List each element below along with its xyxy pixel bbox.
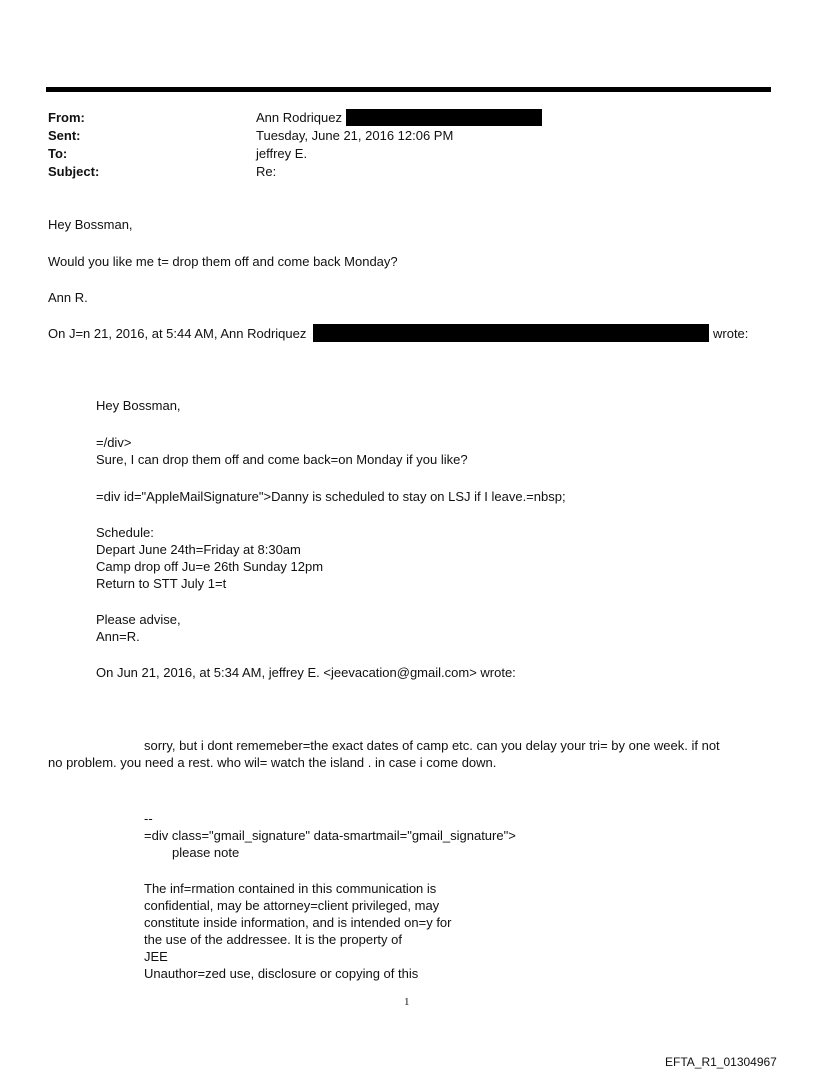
from-row: [48, 109, 748, 127]
quoted2-line2: no problem. you need a rest. who wil= watch the island . in case i come down.: [48, 755, 497, 770]
redaction-block: [313, 324, 709, 342]
reply-on-line-suffix: wrote:: [713, 326, 749, 341]
disclaimer-line-6: Unauthor=zed use, disclosure or copying of this: [144, 966, 419, 981]
from-value: Ann Rodriquez: [256, 110, 342, 125]
quoted1-signature-div: =div id="AppleMailSignature">Danny is scheduled to stay on LSJ if I leave.=nbsp;: [96, 489, 566, 504]
subject-label: Subject:: [48, 164, 100, 179]
subject-value: Re:: [256, 164, 277, 179]
quoted1-greeting: Hey Bossman,: [96, 398, 181, 413]
subject-row: [48, 163, 748, 181]
signature-dashes: --: [144, 811, 153, 826]
sent-label: Sent:: [48, 128, 81, 143]
disclaimer-line-3: constitute inside information, and is intended on=y for: [144, 915, 452, 930]
signature-gmail-div: =div class="gmail_signature" data-smartmail="gmail_signature">: [144, 828, 516, 843]
quoted1-on-line: On Jun 21, 2016, at 5:34 AM, jeffrey E. <jeevacation@gmail.com> wrote:: [96, 665, 516, 680]
disclaimer-line-2: confidential, may be attorney=client privileged, may: [144, 898, 440, 913]
schedule-title: Schedule:: [96, 525, 154, 540]
from-label: From:: [48, 110, 85, 125]
redaction-block: [346, 109, 542, 126]
quoted2-line1: sorry, but i dont rememeber=the exact dates of camp etc. can you delay your tri= by one week. if not: [144, 738, 720, 753]
signature-please-note: please note: [172, 845, 240, 860]
to-row: [48, 145, 748, 163]
disclaimer-line-4: the use of the addressee. It is the property of: [144, 932, 402, 947]
quoted1-div-close: =/div>: [96, 435, 132, 450]
schedule-return: Return to STT July 1=t: [96, 576, 227, 591]
reply-greeting: Hey Bossman,: [48, 217, 133, 232]
to-label: To:: [48, 146, 68, 161]
email-header: [48, 109, 748, 181]
reply-question: Would you like me t= drop them off and come back Monday?: [48, 254, 398, 269]
disclaimer-line-1: The inf=rmation contained in this communication is: [144, 881, 437, 896]
schedule-depart: Depart June 24th=Friday at 8:30am: [96, 542, 301, 557]
reply-on-line-prefix: On J=n 21, 2016, at 5:44 AM, Ann Rodriquez: [48, 326, 307, 341]
sent-value: Tuesday, June 21, 2016 12:06 PM: [256, 128, 454, 143]
page-number: 1: [404, 996, 410, 1008]
quoted1-signoff: Ann=R.: [96, 629, 140, 644]
from-value-wrap: [256, 109, 542, 127]
document-id: EFTA_R1_01304967: [665, 1055, 777, 1069]
schedule-camp: Camp drop off Ju=e 26th Sunday 12pm: [96, 559, 324, 574]
quoted1-advise: Please advise,: [96, 612, 181, 627]
quoted1-sure-line: Sure, I can drop them off and come back=on Monday if you like?: [96, 452, 468, 467]
reply-signoff: Ann R.: [48, 290, 88, 305]
disclaimer-line-5: JEE: [144, 949, 168, 964]
sent-row: [48, 127, 748, 145]
header-rule: [46, 87, 771, 92]
to-value: jeffrey E.: [256, 146, 308, 161]
